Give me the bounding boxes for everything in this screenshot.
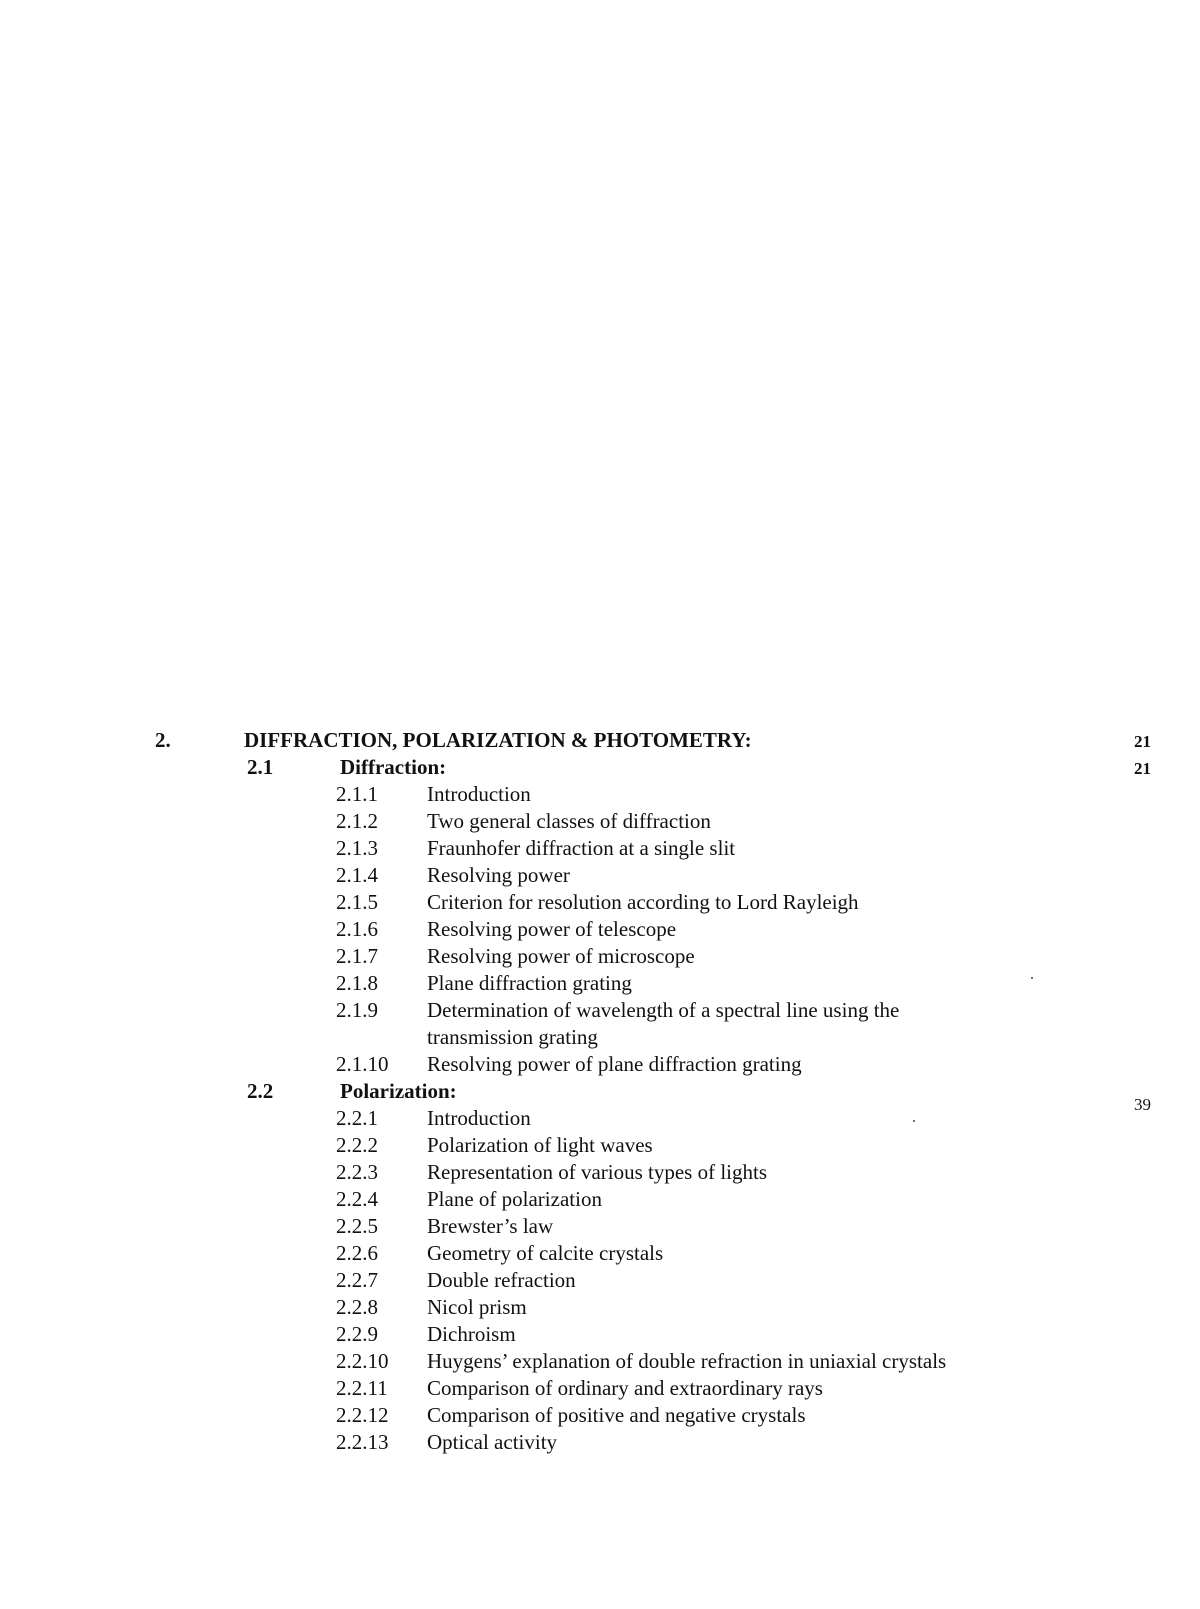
subsection-title: Brewster’s law xyxy=(427,1214,554,1238)
scan-speck xyxy=(1031,977,1033,979)
subsection-number: 2.2.3 xyxy=(336,1160,378,1184)
subsection-number: 2.1.10 xyxy=(336,1052,389,1076)
section-page-number: 21 xyxy=(1134,759,1151,778)
subsection-title: Resolving power of microscope xyxy=(427,944,695,968)
subsection-title: Comparison of ordinary and extraordinary rays xyxy=(427,1376,823,1400)
subsection-title: Two general classes of diffraction xyxy=(427,809,711,833)
subsection-number: 2.1.3 xyxy=(336,836,378,860)
subsection-number: 2.2.12 xyxy=(336,1403,389,1427)
subsection-number: 2.1.1 xyxy=(336,782,378,806)
subsection-title: Resolving power of plane diffraction grating xyxy=(427,1052,802,1076)
subsection-title: Criterion for resolution according to Lord Rayleigh xyxy=(427,890,859,914)
chapter-number: 2. xyxy=(155,728,171,752)
subsection-title: Introduction xyxy=(427,782,531,806)
subsection-title: Polarization of light waves xyxy=(427,1133,653,1157)
subsection-title: Fraunhofer diffraction at a single slit xyxy=(427,836,736,860)
scan-speck xyxy=(913,1120,915,1122)
subsection-title: Introduction xyxy=(427,1106,531,1130)
chapter-title: DIFFRACTION, POLARIZATION & PHOTOMETRY: xyxy=(244,728,752,752)
subsection-number: 2.1.9 xyxy=(336,998,378,1022)
subsection-title: Huygens’ explanation of double refraction in uniaxial crystals xyxy=(427,1349,947,1373)
chapter-page-number: 21 xyxy=(1134,732,1151,751)
subsection-title: Geometry of calcite crystals xyxy=(427,1241,664,1265)
section-page-number: 39 xyxy=(1134,1095,1151,1114)
subsection-title: Plane of polarization xyxy=(427,1187,602,1211)
subsection-number: 2.1.5 xyxy=(336,890,378,914)
subsection-number: 2.2.7 xyxy=(336,1268,378,1292)
subsection-title: Optical activity xyxy=(427,1430,558,1454)
subsection-title: Resolving power xyxy=(427,863,570,887)
subsection-title: Nicol prism xyxy=(427,1295,527,1319)
subsection-title-continued: transmission grating xyxy=(427,1025,598,1049)
subsection-number: 2.2.13 xyxy=(336,1430,389,1454)
subsection-number: 2.2.2 xyxy=(336,1133,378,1157)
subsection-title: Representation of various types of lights xyxy=(427,1160,768,1184)
subsection-number: 2.2.11 xyxy=(336,1376,388,1400)
subsection-title: Dichroism xyxy=(427,1322,516,1346)
subsection-number: 2.1.7 xyxy=(336,944,378,968)
subsection-title: Determination of wavelength of a spectral line using the xyxy=(427,998,900,1022)
subsection-number: 2.2.5 xyxy=(336,1214,378,1238)
subsection-number: 2.2.6 xyxy=(336,1241,378,1265)
subsection-number: 2.2.10 xyxy=(336,1349,389,1373)
subsection-number: 2.1.8 xyxy=(336,971,378,995)
section-number: 2.2 xyxy=(247,1079,274,1103)
subsection-title: Plane diffraction grating xyxy=(427,971,632,995)
section-title: Polarization: xyxy=(340,1079,457,1103)
subsection-number: 2.2.4 xyxy=(336,1187,378,1211)
section-title: Diffraction: xyxy=(340,755,447,779)
subsection-title: Resolving power of telescope xyxy=(427,917,677,941)
subsection-number: 2.2.8 xyxy=(336,1295,378,1319)
subsection-number: 2.2.9 xyxy=(336,1322,378,1346)
subsection-number: 2.1.2 xyxy=(336,809,378,833)
subsection-title: Comparison of positive and negative crystals xyxy=(427,1403,806,1427)
section-number: 2.1 xyxy=(247,755,274,779)
subsection-number: 2.2.1 xyxy=(336,1106,378,1130)
subsection-number: 2.1.4 xyxy=(336,863,378,887)
subsection-number: 2.1.6 xyxy=(336,917,378,941)
subsection-title: Double refraction xyxy=(427,1268,576,1292)
